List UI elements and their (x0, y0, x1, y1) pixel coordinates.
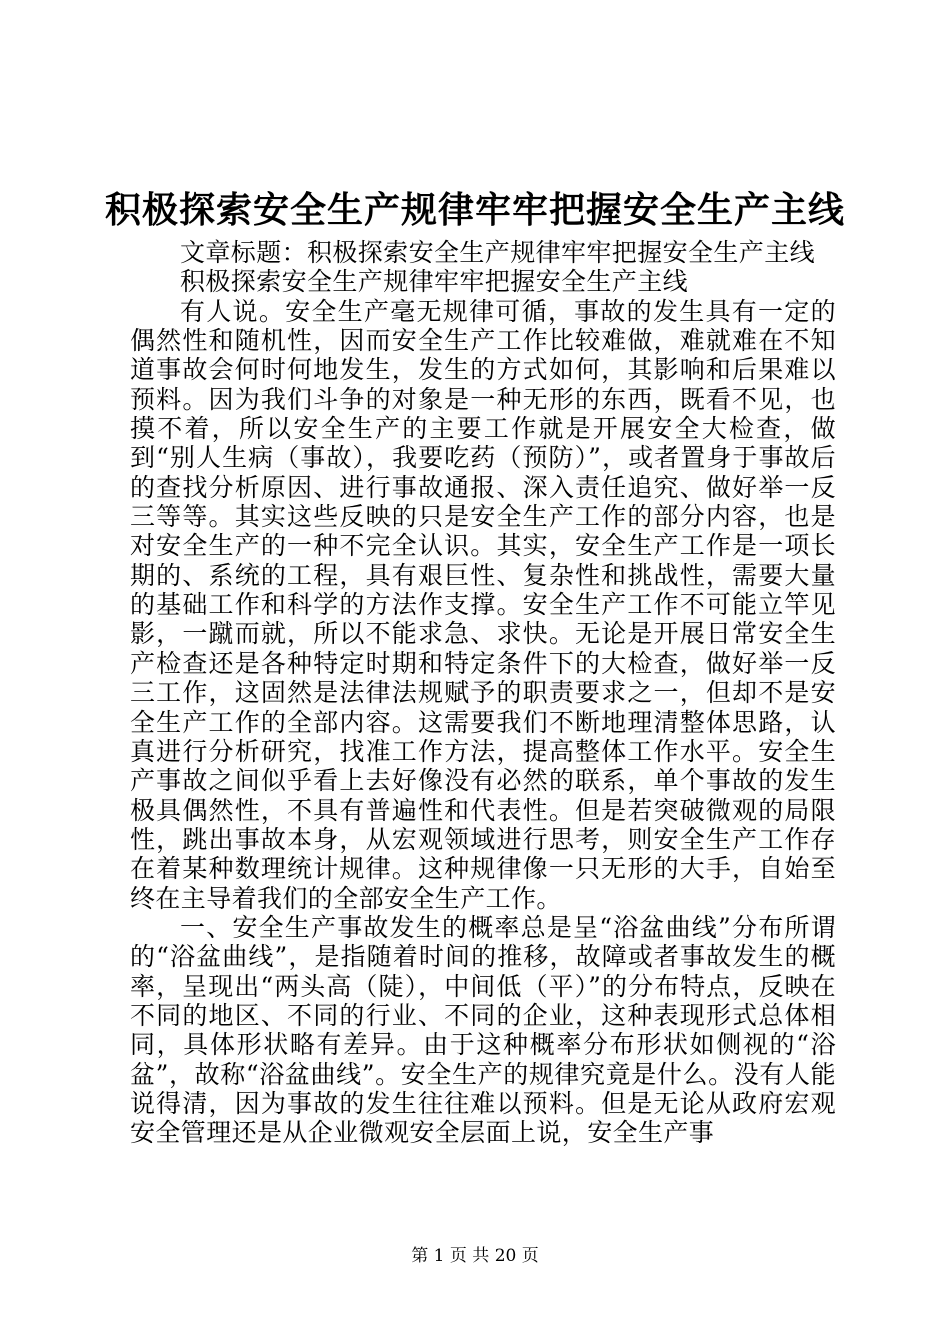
subtitle-line: 积极探索安全生产规律牢牢把握安全生产主线 (180, 267, 689, 297)
article-title-line: 文章标题：积极探索安全生产规律牢牢把握安全生产主线 (180, 238, 816, 267)
body-paragraph: 一、安全生产事故发生的概率总是呈“浴盆曲线”分布所谓的“浴盆曲线”，是指随着时间的推移，故障或者事故发生的概率，呈现出“两头高（陡），中间低（平）”的分布特点，反映在不同的地区、不同的行业、不同的企业，这种表现形式总体相同，具体形状略有差异。由于这种概率分布形状如侧视的“浴盆”，故称“浴盆曲线”。安全生产的规律究竟是什么。没有人能说得清，因为事故的发生往往难以预料。但是无论从政府宏观安全管理还是从企业微观安全层面上说，安全生产事 (130, 912, 836, 1148)
body-paragraph: 有人说。安全生产毫无规律可循，事故的发生具有一定的偶然性和随机性，因而安全生产工作比较难做，难就难在不知道事故会何时何地发生，发生的方式如何，其影响和后果难以预料。因为我们斗争的对象是一种无形的东西，既看不见，也摸不着，所以安全生产的主要工作就是开展安全大检查，做到“别人生病（事故），我要吃药（预防）”，或者置身于事故后的查找分析原因、进行事故通报、深入责任追究、做好举一反三等等。其实这些反映的只是安全生产工作的部分内容，也是对安全生产的一种不完全认识。其实，安全生产工作是一项长期的、系统的工程，具有艰巨性、复杂性和挑战性，需要大量的基础工作和科学的方法作支撑。安全生产工作不可能立竿见影，一蹴而就，所以不能求急、求快。无论是开展日常安全生产检查还是各种特定时期和特定条件下的大检查，做好举一反三工作，这固然是法律法规赋予的职责要求之一，但却不是安全生产工作的全部内容。这需要我们不断地理清整体思路，认真进行分析研究，找准工作方法，提高整体工作水平。安全生产事故之间似乎看上去好像没有必然的联系，单个事故的发生极具偶然性，不具有普遍性和代表性。但是若突破微观的局限性，跳出事故本身，从宏观领域进行思考，则安全生产工作存在着某种数理统计规律。这种规律像一只无形的大手，自始至终在主导着我们的全部安全生产工作。 (130, 296, 836, 913)
document-title: 积极探索安全生产规律牢牢把握安全生产主线 (104, 189, 845, 231)
page-number-footer: 第 1 页 共 20 页 (411, 1246, 539, 1266)
document-body (130, 238, 836, 1148)
